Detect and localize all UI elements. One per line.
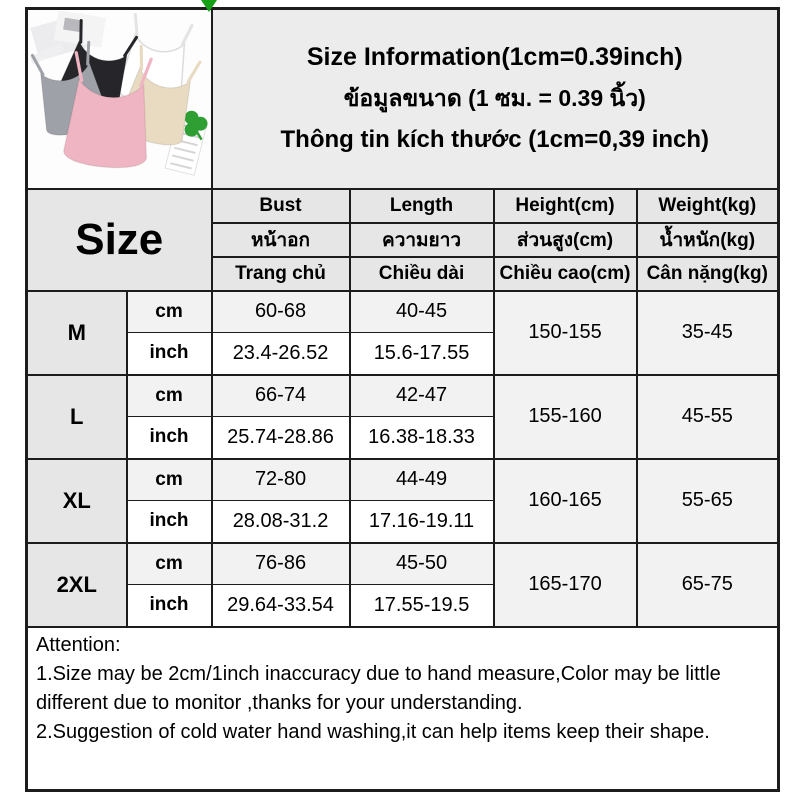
l-length-cm: 42-47 [350, 375, 494, 417]
camisole-product-photo [28, 10, 211, 188]
l-unit-cm: cm [127, 375, 212, 417]
xl-unit-inch: inch [127, 501, 212, 543]
attention-section [27, 627, 779, 791]
title-vietnamese: Thông tin kích thước (1cm=0,39 inch) [280, 126, 710, 154]
green-corner-marker-icon [201, 0, 217, 12]
l-unit-inch: inch [127, 417, 212, 459]
size-xl-label: XL [27, 459, 127, 543]
product-photo-cell [27, 9, 212, 189]
header-height-vi: Chiều cao(cm) [494, 257, 637, 291]
header-weight-th: น้ำหนัก(kg) [637, 223, 779, 257]
m-unit-cm: cm [127, 291, 212, 333]
size-column-header: Size [27, 189, 212, 291]
l-bust-cm: 66-74 [212, 375, 350, 417]
xxl-unit-inch: inch [127, 585, 212, 627]
m-weight: 35-45 [637, 291, 779, 375]
m-unit-inch: inch [127, 333, 212, 375]
l-bust-inch: 25.74-28.86 [212, 417, 350, 459]
m-length-inch: 15.6-17.55 [350, 333, 494, 375]
xl-length-inch: 17.16-19.11 [350, 501, 494, 543]
xxl-unit-cm: cm [127, 543, 212, 585]
xxl-length-cm: 45-50 [350, 543, 494, 585]
size-table [25, 7, 780, 792]
xxl-bust-inch: 29.64-33.54 [212, 585, 350, 627]
title-english: Size Information(1cm=0.39inch) [306, 43, 683, 72]
header-weight-en: Weight(kg) [637, 189, 779, 223]
header-length-vi: Chiều dài [350, 257, 494, 291]
m-length-cm: 40-45 [350, 291, 494, 333]
size-m-label: M [27, 291, 127, 375]
l-height: 155-160 [494, 375, 637, 459]
header-bust-en: Bust [212, 189, 350, 223]
header-length-en: Length [350, 189, 494, 223]
xxl-weight: 65-75 [637, 543, 779, 627]
header-height-th: ส่วนสูง(cm) [494, 223, 637, 257]
title-cell [212, 9, 779, 189]
xxl-length-inch: 17.55-19.5 [350, 585, 494, 627]
header-bust-vi: Trang chủ [212, 257, 350, 291]
xl-bust-cm: 72-80 [212, 459, 350, 501]
size-l-label: L [27, 375, 127, 459]
m-bust-cm: 60-68 [212, 291, 350, 333]
header-weight-vi: Cân nặng(kg) [637, 257, 779, 291]
m-bust-inch: 23.4-26.52 [212, 333, 350, 375]
xl-weight: 55-65 [637, 459, 779, 543]
xxl-height: 165-170 [494, 543, 637, 627]
attention-heading: Attention: [36, 633, 121, 656]
header-height-en: Height(cm) [494, 189, 637, 223]
xl-bust-inch: 28.08-31.2 [212, 501, 350, 543]
header-length-th: ความยาว [350, 223, 494, 257]
attention-note-2: 2.Suggestion of cold water hand washing,it can help items keep their shape. [36, 720, 710, 743]
l-length-inch: 16.38-18.33 [350, 417, 494, 459]
xxl-bust-cm: 76-86 [212, 543, 350, 585]
xl-length-cm: 44-49 [350, 459, 494, 501]
title-thai: ข้อมูลขนาด (1 ซม. = 0.39 นิ้ว) [343, 85, 646, 112]
header-bust-th: หน้าอก [212, 223, 350, 257]
size-2xl-label: 2XL [27, 543, 127, 627]
xl-unit-cm: cm [127, 459, 212, 501]
l-weight: 45-55 [637, 375, 779, 459]
m-height: 150-155 [494, 291, 637, 375]
xl-height: 160-165 [494, 459, 637, 543]
attention-note-1: 1.Size may be 2cm/1inch inaccuracy due to hand measure,Color may be little different due to monitor ,thanks for your understanding. [36, 662, 721, 714]
